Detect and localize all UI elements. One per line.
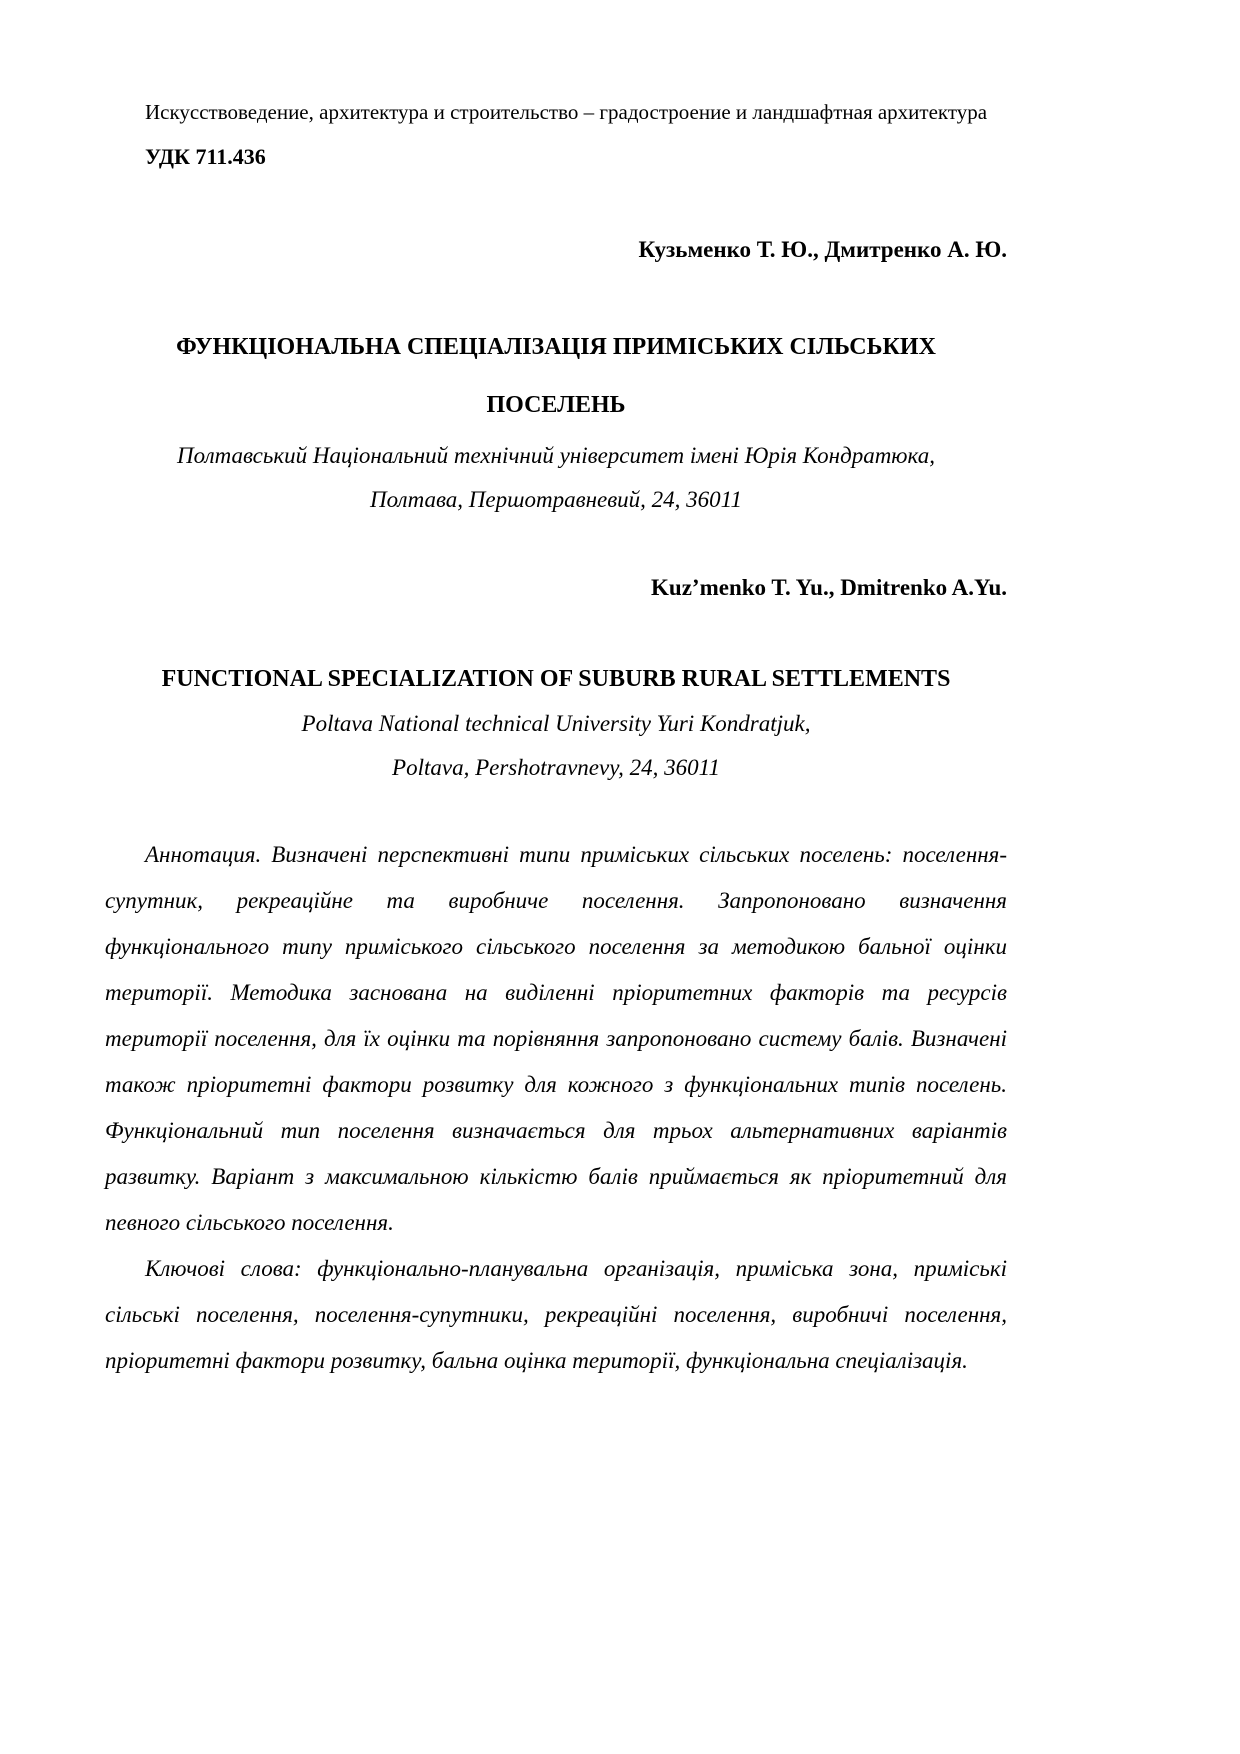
affiliation-english-line1: Poltava National technical University Yuri Kondratjuk, — [301, 711, 811, 736]
authors-ukrainian: Кузьменко Т. Ю., Дмитренко А. Ю. — [638, 237, 1007, 262]
authors-english: Kuz’menko T. Yu., Dmitrenko A.Yu. — [651, 575, 1007, 600]
keywords-paragraph: Ключові слова: функціонально-планувальна організація, приміська зона, приміські сільські поселення, поселення-супутники, рекреаційні поселення, виробничі поселення, пріоритетні фактори розвитку, бальна оцінка території, функціональна спеціалізація. — [105, 1256, 1007, 1373]
journal-section-heading: Искусствоведение, архитектура и строительство – градостроение и ландшафтная архитектура — [145, 100, 988, 124]
affiliation-ukrainian-line2: Полтава, Першотравневий, 24, 36011 — [370, 487, 742, 512]
udc-code: УДК 711.436 — [145, 144, 266, 169]
affiliation-ukrainian-line1: Полтавський Національний технічний університет імені Юрія Кондратюка, — [177, 443, 935, 468]
paper-title-english: FUNCTIONAL SPECIALIZATION OF SUBURB RURAL SETTLEMENTS — [161, 666, 951, 692]
abstract-paragraph: Аннотация. Визначені перспективні типи приміських сільських поселень: поселення-супутник, рекреаційне та виробниче поселення. Запропоновано визначення функціонального типу приміського сільського поселення за методикою бальної оцінки території. Методика заснована на виділенні пріоритетних факторів та ресурсів території поселення, для їх оцінки та порівняння запропоновано систему балів. Визначені також пріоритетні фактори розвитку для кожного з функціональних типів поселень. Функціональний тип поселення визначається для трьох альтернативних варіантів развитку. Варіант з максимальною кількістю балів приймається як пріоритетний для певного сільського поселення. — [105, 842, 1007, 1235]
affiliation-english-line2: Poltava, Pershotravnevy, 24, 36011 — [392, 755, 720, 780]
paper-title-ukrainian: ФУНКЦІОНАЛЬНА СПЕЦІАЛІЗАЦІЯ ПРИМІСЬКИХ СІЛЬСЬКИХ ПОСЕЛЕНЬ — [176, 334, 936, 418]
page-content — [105, 98, 1007, 1384]
